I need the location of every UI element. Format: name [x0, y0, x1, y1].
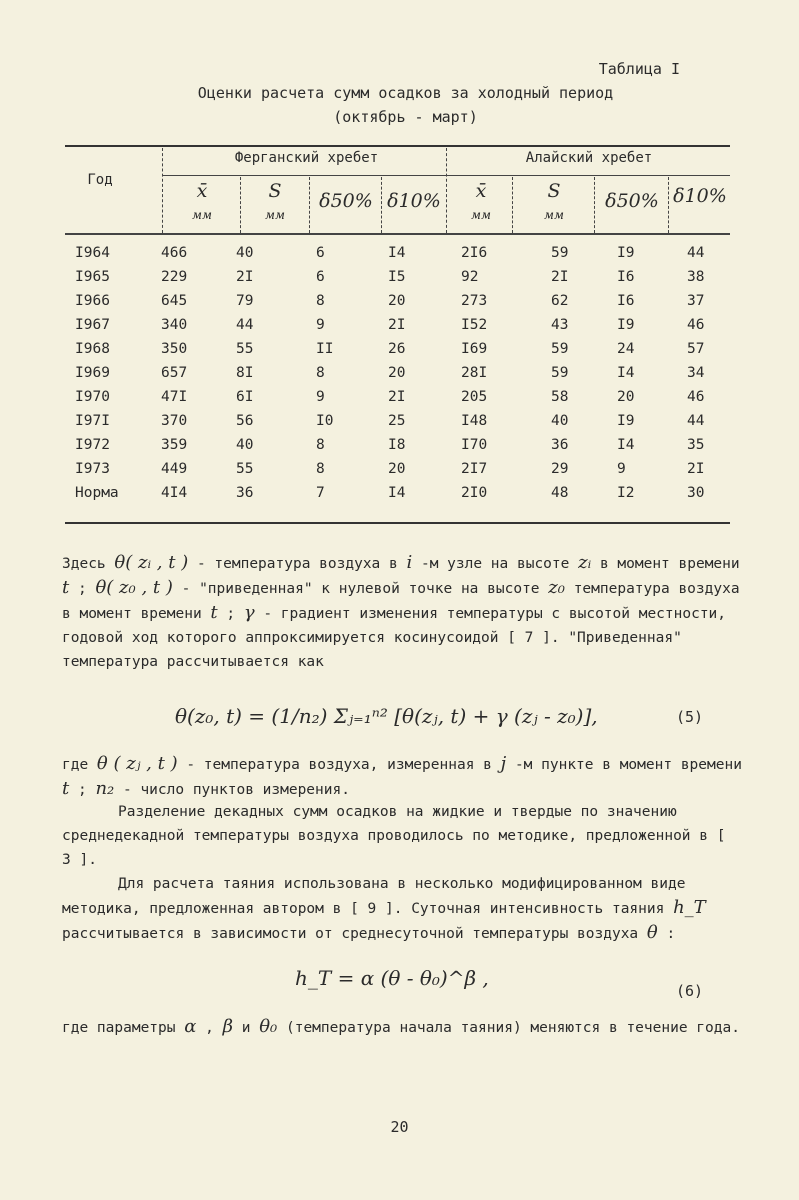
table-cell: I52: [461, 317, 488, 333]
table-cell: 79: [236, 293, 254, 309]
table-cell: I9: [617, 317, 635, 333]
table-row: [75, 265, 737, 289]
table-row: [75, 289, 737, 313]
table-cell: 6: [316, 245, 325, 261]
col-divider: [162, 148, 163, 233]
table-body: [75, 241, 737, 505]
table-cell: 20: [388, 461, 406, 477]
row-year: I970: [75, 389, 110, 405]
table-cell: 35: [687, 437, 705, 453]
math-gamma: γ: [243, 602, 255, 623]
header-year: Год: [87, 172, 113, 188]
col-divider: [594, 177, 595, 233]
table-cell: 59: [551, 245, 569, 261]
math-theta-zj-t: θ ( zⱼ , t ): [96, 753, 178, 774]
paragraph-parameters: где параметры α , β и θ₀ (температура начала таяния) меняются в течение года.: [62, 1016, 740, 1037]
table-cell: 56: [236, 413, 254, 429]
table-cell: 59: [551, 365, 569, 381]
table-cell: 29: [551, 461, 569, 477]
table-cell: I48: [461, 413, 488, 429]
table-cell: 340: [161, 317, 188, 333]
table-cell: 4I4: [161, 485, 188, 501]
paragraph-separation: Разделение декадных сумм осадков на жидкие и твердые по значению среднедекадной температуры воздуха проводилось по методике, предложенной в [ 3 ].: [62, 804, 726, 868]
table-cell: 9: [316, 389, 325, 405]
formula-5-number: (5): [676, 708, 704, 726]
math-t: t: [62, 778, 70, 799]
row-year: I972: [75, 437, 110, 453]
table-label: Таблица I: [598, 60, 680, 78]
header-unit: мм: [265, 208, 285, 222]
row-year: I97I: [75, 413, 110, 429]
row-year: I964: [75, 245, 110, 261]
table-cell: 229: [161, 269, 188, 285]
table-cell: 466: [161, 245, 188, 261]
math-j: j: [500, 753, 507, 774]
table-cell: 657: [161, 365, 188, 381]
table-subtitle: (октябрь - март): [333, 108, 478, 126]
table-cell: II: [316, 341, 334, 357]
table-cell: I69: [461, 341, 488, 357]
table-cell: 6I: [236, 389, 254, 405]
table-cell: 62: [551, 293, 569, 309]
table-row: [75, 337, 737, 361]
header-delta10-symbol: δ10%: [387, 190, 441, 212]
table-row: [75, 409, 737, 433]
table-cell: I4: [388, 245, 406, 261]
table-cell: 30: [687, 485, 705, 501]
table-cell: 8I: [236, 365, 254, 381]
header-unit: мм: [471, 208, 491, 222]
table-row: [75, 361, 737, 385]
math-z0: z₀: [548, 577, 565, 598]
table-cell: I4: [617, 437, 635, 453]
table-cell: 92: [461, 269, 479, 285]
table-cell: 44: [687, 245, 705, 261]
table-cell: 2I0: [461, 485, 488, 501]
row-year: I965: [75, 269, 110, 285]
table-cell: 55: [236, 341, 254, 357]
formula-6: h_T = α (θ - θ₀)^β ,: [295, 966, 489, 990]
row-year: Норма: [75, 485, 119, 501]
table-cell: I4: [388, 485, 406, 501]
row-year: I969: [75, 365, 110, 381]
table-cell: I9: [617, 245, 635, 261]
table-row: [75, 481, 737, 505]
paragraph-where: где θ ( zⱼ , t ) - температура воздуха, измеренная в j -м пункте в момент времени t ; n₂ - число пунктов измерения.: [62, 753, 742, 799]
paragraph-melting: Для расчета таяния использована в несколько модифицированном виде методика, предложенная автором в [ 9 ]. Суточная интенсивность таяния h_T рассчитывается в зависимости от среднесуточной температуры воздуха θ :: [62, 876, 706, 943]
table-cell: I9: [617, 413, 635, 429]
header-fergana-ridge: Ферганский хребет: [234, 150, 379, 166]
table-row: [75, 457, 737, 481]
table-cell: 20: [388, 293, 406, 309]
table-cell: 8: [316, 293, 325, 309]
table-cell: 8: [316, 461, 325, 477]
col-divider: [668, 177, 669, 233]
col-divider: [512, 177, 513, 233]
math-beta: β: [222, 1016, 233, 1037]
table-cell: 2I: [551, 269, 569, 285]
table-cell: 645: [161, 293, 188, 309]
table-cell: 36: [236, 485, 254, 501]
row-year: I973: [75, 461, 110, 477]
table-cell: 58: [551, 389, 569, 405]
table-cell: 2I7: [461, 461, 488, 477]
math-theta: θ: [646, 922, 658, 943]
header-delta10-symbol: δ10%: [673, 185, 727, 207]
formula-5: θ(z₀, t) = (1/n₂) Σⱼ₌₁ⁿ² [θ(zⱼ, t) + γ (zⱼ - z₀)],: [175, 704, 598, 728]
table-top-rule: [65, 145, 730, 147]
table-cell: 350: [161, 341, 188, 357]
table-cell: I4: [617, 365, 635, 381]
table-cell: 43: [551, 317, 569, 333]
table-cell: 34: [687, 365, 705, 381]
header-std-symbol: S: [547, 180, 561, 202]
table-cell: 26: [388, 341, 406, 357]
table-cell: 47I: [161, 389, 188, 405]
math-theta0: θ₀: [259, 1016, 278, 1037]
table-cell: 273: [461, 293, 488, 309]
table-cell: I8: [388, 437, 406, 453]
col-divider: [446, 148, 447, 233]
table-cell: 359: [161, 437, 188, 453]
table-cell: 44: [236, 317, 254, 333]
table-cell: 370: [161, 413, 188, 429]
table-cell: 2I: [388, 317, 406, 333]
header-delta50-symbol: δ50%: [605, 190, 659, 212]
row-year: I966: [75, 293, 110, 309]
table-cell: 36: [551, 437, 569, 453]
table-cell: 46: [687, 389, 705, 405]
math-i: i: [406, 552, 413, 573]
header-mean-symbol: x̄: [475, 180, 487, 202]
table-cell: 38: [687, 269, 705, 285]
math-t: t: [210, 602, 218, 623]
table-row: [75, 241, 737, 265]
header-unit: мм: [192, 208, 212, 222]
math-hT: h_T: [673, 897, 706, 918]
formula-6-number: (6): [676, 982, 704, 1000]
col-divider: [309, 177, 310, 233]
table-cell: 2I6: [461, 245, 488, 261]
table-cell: 40: [236, 245, 254, 261]
math-theta-zi-t: θ( zᵢ , t ): [114, 552, 189, 573]
header-alai-ridge: Алайский хребет: [525, 150, 653, 166]
table-cell: 20: [388, 365, 406, 381]
table-cell: 2I: [388, 389, 406, 405]
table-row: [75, 313, 737, 337]
table-cell: I5: [388, 269, 406, 285]
table-cell: I2: [617, 485, 635, 501]
table-cell: 37: [687, 293, 705, 309]
table-cell: 44: [687, 413, 705, 429]
table-cell: I0: [316, 413, 334, 429]
table-cell: I6: [617, 293, 635, 309]
header-std-symbol: S: [268, 180, 282, 202]
math-t: t: [62, 577, 70, 598]
table-cell: 449: [161, 461, 188, 477]
table-cell: I6: [617, 269, 635, 285]
table-cell: 205: [461, 389, 488, 405]
table-cell: 20: [617, 389, 635, 405]
table-cell: 57: [687, 341, 705, 357]
table-cell: I70: [461, 437, 488, 453]
table-cell: 24: [617, 341, 635, 357]
table-row: [75, 433, 737, 457]
col-divider: [381, 177, 382, 233]
table-cell: 2I: [236, 269, 254, 285]
page-number: 20: [390, 1118, 409, 1136]
table-cell: 55: [236, 461, 254, 477]
math-zi: zᵢ: [578, 552, 592, 573]
row-year: I967: [75, 317, 110, 333]
math-n2: n₂: [95, 778, 115, 799]
table-cell: 59: [551, 341, 569, 357]
table-bottom-rule: [65, 522, 730, 524]
table-cell: 8: [316, 437, 325, 453]
table-cell: 40: [236, 437, 254, 453]
table-cell: 8: [316, 365, 325, 381]
table-row: [75, 385, 737, 409]
table-cell: 40: [551, 413, 569, 429]
header-bottom-rule: [65, 233, 730, 235]
row-year: I968: [75, 341, 110, 357]
table-cell: 7: [316, 485, 325, 501]
header-delta50-symbol: δ50%: [319, 190, 373, 212]
table-cell: 25: [388, 413, 406, 429]
header-mean-symbol: x̄: [196, 180, 208, 202]
table-cell: 9: [617, 461, 626, 477]
math-alpha: α: [184, 1016, 197, 1037]
table-title: Оценки расчета сумм осадков за холодный период: [197, 84, 614, 102]
math-theta-z0-t: θ( z₀ , t ): [95, 577, 173, 598]
col-divider: [240, 177, 241, 233]
table-cell: 28I: [461, 365, 488, 381]
table-cell: 9: [316, 317, 325, 333]
table-cell: 46: [687, 317, 705, 333]
paragraph-definitions: Здесь θ( zᵢ , t ) - температура воздуха в i -м узле на высоте zᵢ в момент времени t ; θ( z₀ , t ) - "приведенная" к нулевой точке на высоте z₀ температура воздуха в момент времени t ; γ - градиент изменения температуры с высотой местности, годовой ход которого аппроксимируется косинусоидой [ 7 ]. "Приведенная" температура рассчитывается как: [62, 552, 740, 670]
table-cell: 48: [551, 485, 569, 501]
table-cell: 2I: [687, 461, 705, 477]
table-cell: 6: [316, 269, 325, 285]
header-unit: мм: [544, 208, 564, 222]
